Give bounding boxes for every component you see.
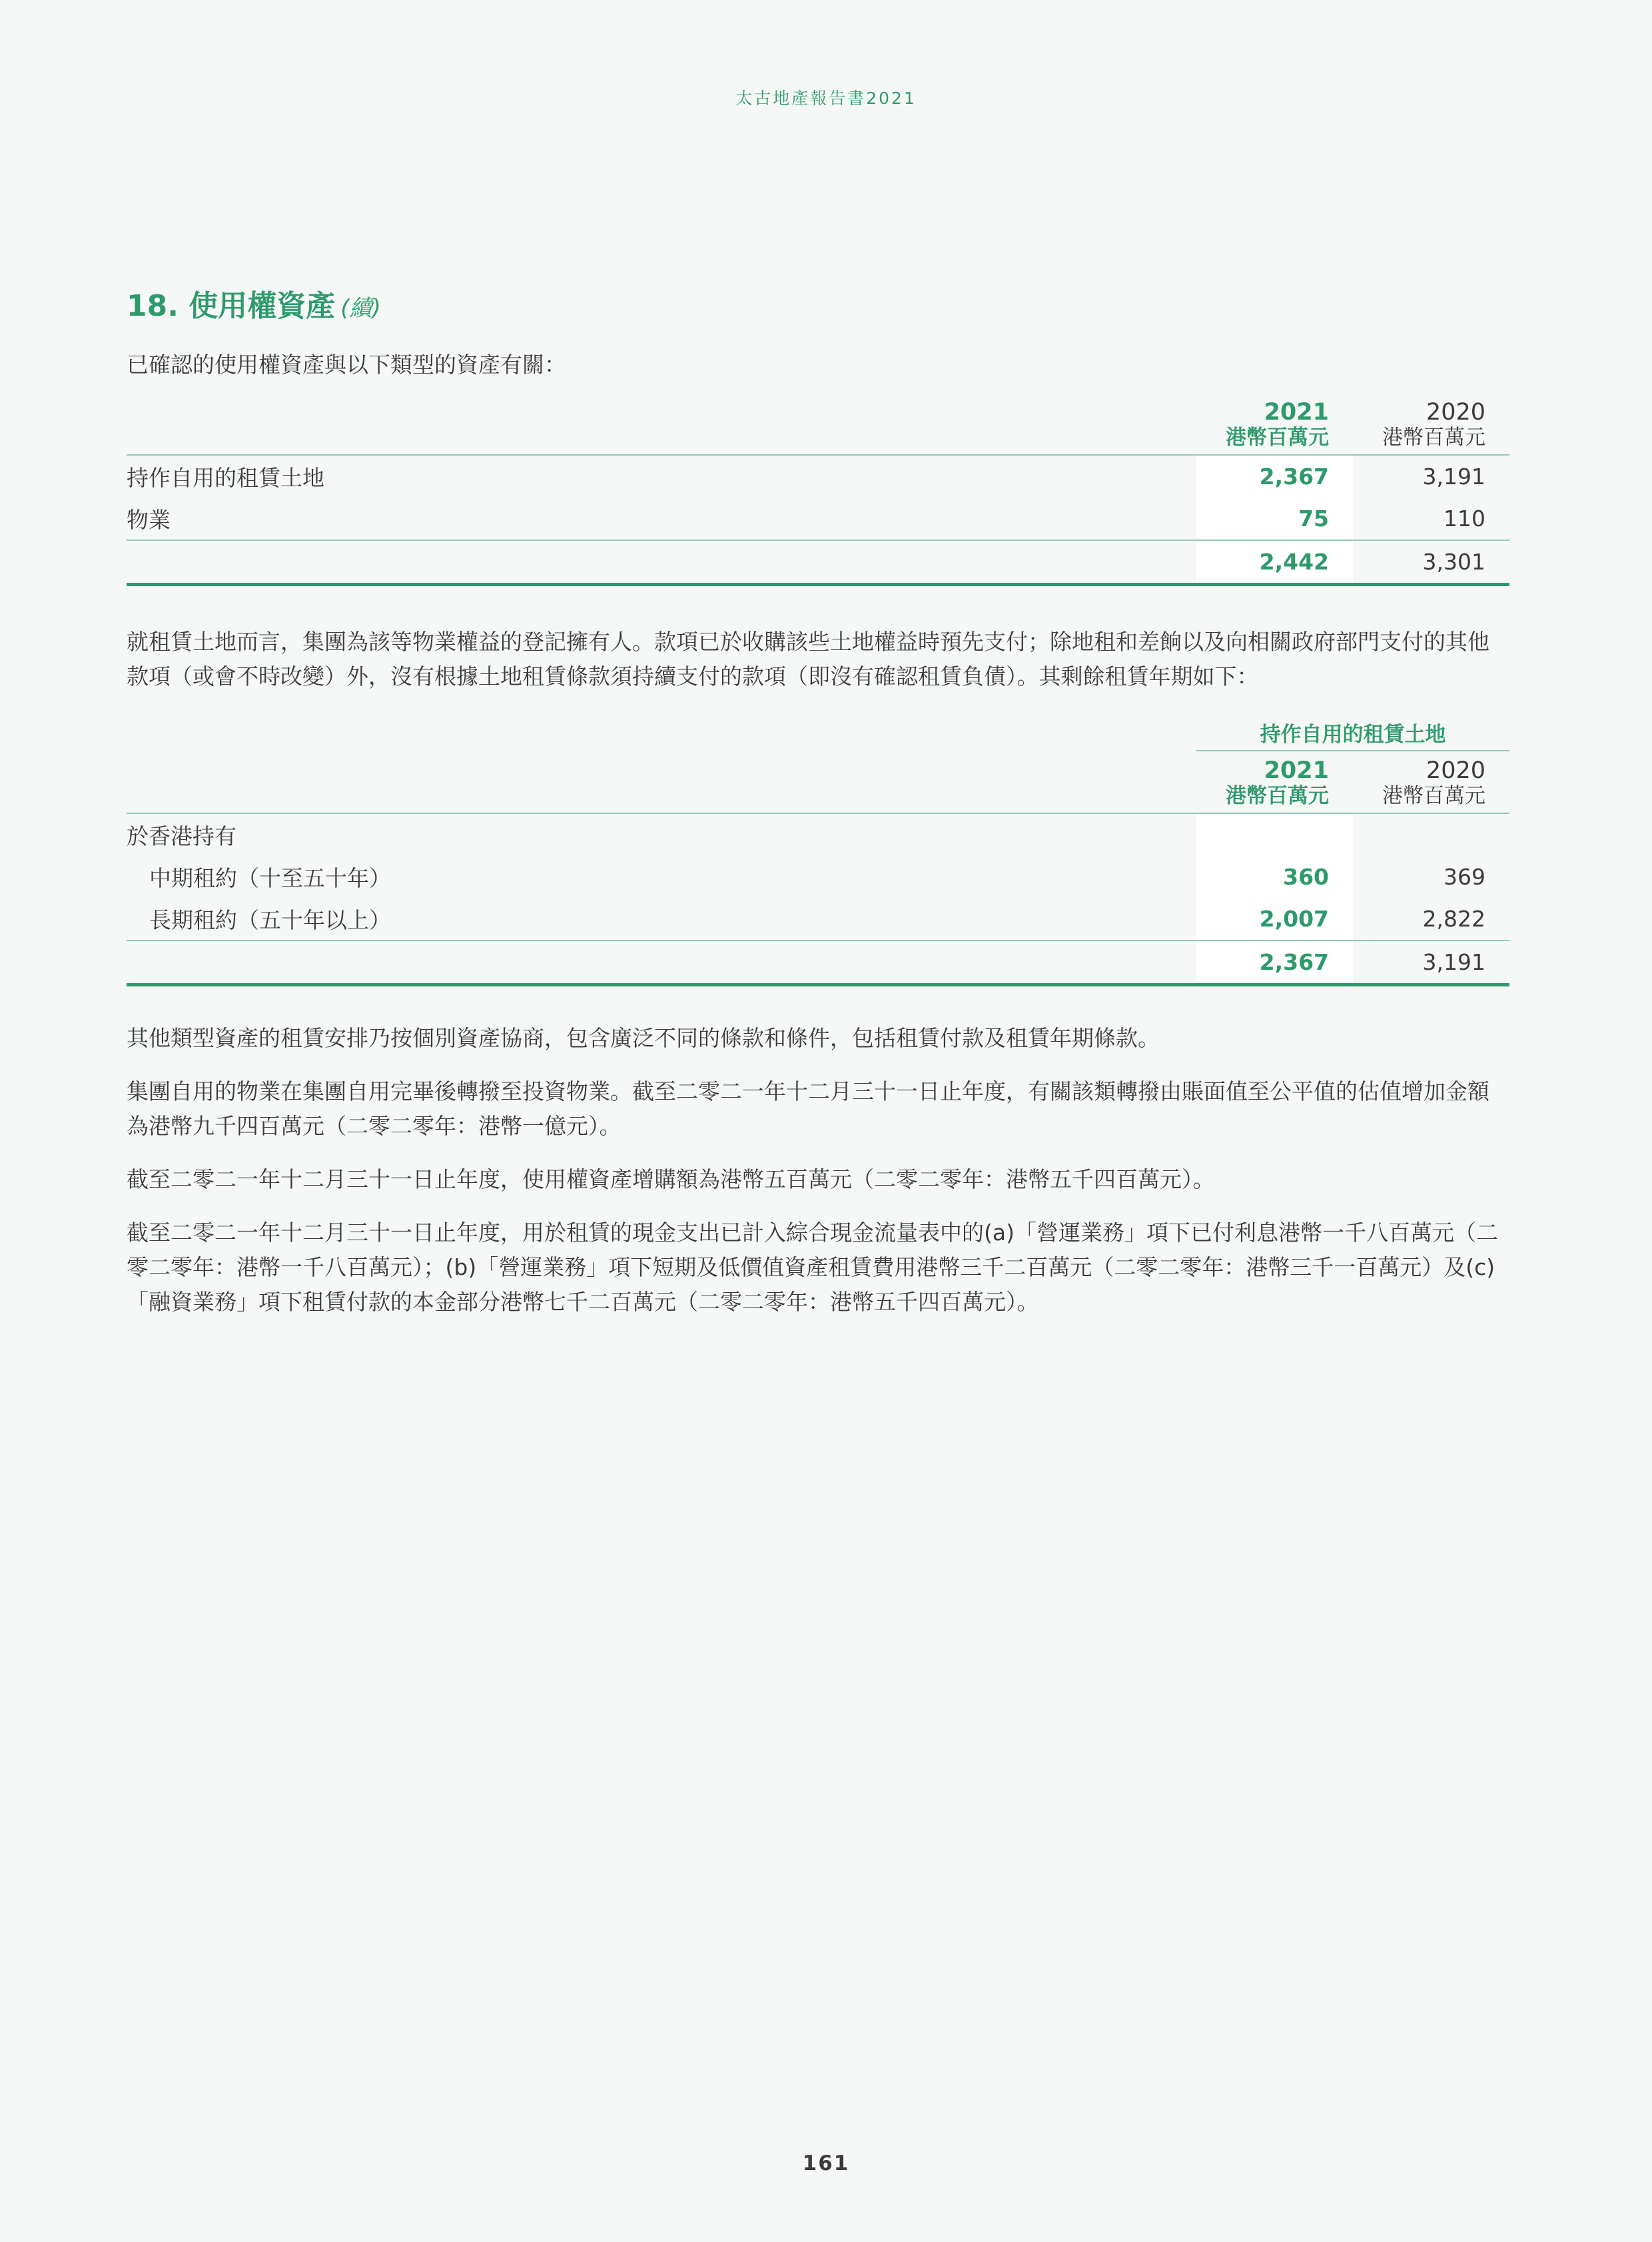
body-paragraph: 截至二零二一年十二月三十一日止年度，用於租賃的現金支出已計入綜合現金流量表中的(a)「營運業務」項下已付利息港幣一千八百萬元（二零二零年：港幣一千八百萬元）；(b)「營運業務」項下短期及低價值資產租賃費用港幣三千二百萬元（二零二零年：港幣三千一百萬元）及(c)「融資業務」項下租賃付款的本金部分港幣七千二百萬元（二零二零年：港幣五千四百萬元）。	[127, 1220, 1498, 1315]
total-label-blank	[127, 540, 1196, 585]
row-label: 中期租約（十至五十年）	[149, 865, 391, 891]
total-label-blank	[127, 940, 1196, 985]
row-current-value: 2,367	[1196, 455, 1353, 498]
total-prior-value: 3,301	[1353, 540, 1509, 585]
section-title-text: 使用權資產	[189, 289, 336, 323]
row-label: 持作自用的租賃土地	[127, 465, 324, 491]
year-prior: 2020	[1426, 757, 1485, 784]
body-paragraph: 集團自用的物業在集團自用完畢後轉撥至投資物業。截至二零二一年十二月三十一日止年度，有關該類轉撥由賬面值至公平值的估值增加金額為港幣九千四百萬元（二零二零年：港幣一億元）。	[127, 1078, 1489, 1139]
row-prior-value: 3,191	[1422, 464, 1485, 490]
section-label: 於香港持有	[127, 823, 236, 849]
group-heading: 持作自用的租賃土地	[1196, 714, 1509, 751]
section-number: 18.	[127, 289, 179, 323]
table-row	[127, 455, 1509, 498]
unit-prior: 港幣百萬元	[1382, 426, 1485, 450]
year-current: 2021	[1264, 399, 1329, 426]
unit-current: 港幣百萬元	[1226, 784, 1329, 808]
year-prior: 2020	[1426, 399, 1485, 426]
header-blank	[127, 400, 1196, 455]
row-prior-value: 110	[1353, 498, 1509, 540]
group-heading-row	[127, 714, 1509, 751]
table-section-row	[127, 813, 1509, 856]
row-current-value: 2,007	[1196, 898, 1353, 940]
table-total-row	[127, 940, 1509, 985]
table-row	[127, 856, 1509, 898]
year-current: 2021	[1264, 757, 1329, 784]
group-heading-blank	[127, 714, 1196, 751]
table-row	[127, 898, 1509, 940]
intro-paragraph: 已確認的使用權資產與以下類型的資產有關：	[127, 352, 566, 378]
header-blank	[127, 751, 1196, 813]
body-paragraph: 截至二零二一年十二月三十一日止年度，使用權資產增購額為港幣五百萬元（二零二零年：港幣五千四百萬元）。	[127, 1166, 1215, 1192]
table-row	[127, 498, 1509, 540]
header-prior-year	[1353, 751, 1509, 813]
section-continued-label: (續)	[340, 295, 381, 322]
header-current-year	[1196, 400, 1353, 455]
page-number: 161	[802, 2151, 850, 2175]
section-title	[127, 286, 1509, 326]
main-content	[127, 286, 1509, 1319]
leasehold-land-table	[127, 714, 1509, 986]
table-header-row	[127, 751, 1509, 813]
row-label: 物業	[127, 498, 1196, 540]
row-current-value: 75	[1196, 498, 1353, 540]
section-current-blank	[1196, 813, 1353, 856]
row-current-value: 360	[1196, 856, 1353, 898]
leasehold-paragraph: 就租賃土地而言，集團為該等物業權益的登記擁有人。款項已於收購該些土地權益時預先支付；除地租和差餉以及向相關政府部門支付的其他款項（或會不時改變）外，沒有根據土地租賃條款須持續支付的款項（即沒有確認租賃負債）。其剩餘租賃年期如下：	[127, 629, 1489, 689]
row-label: 長期租約（五十年以上）	[127, 898, 1196, 940]
total-current-value: 2,442	[1196, 540, 1353, 585]
total-prior-value: 3,191	[1353, 940, 1509, 985]
table-header-row	[127, 400, 1509, 455]
header-prior-year	[1353, 400, 1509, 455]
header-current-year	[1196, 751, 1353, 813]
row-prior-value: 369	[1444, 864, 1485, 890]
body-paragraph: 其他類型資產的租賃安排乃按個別資產協商，包含廣泛不同的條款和條件，包括租賃付款及租賃年期條款。	[127, 1025, 1160, 1051]
right-of-use-assets-table	[127, 400, 1509, 586]
table-total-row	[127, 540, 1509, 585]
section-prior-blank	[1353, 813, 1509, 856]
report-header-title: 太古地產報告書2021	[735, 89, 917, 108]
unit-prior: 港幣百萬元	[1382, 784, 1485, 808]
row-prior-value: 2,822	[1353, 898, 1509, 940]
total-current-value: 2,367	[1196, 940, 1353, 985]
unit-current: 港幣百萬元	[1226, 426, 1329, 450]
